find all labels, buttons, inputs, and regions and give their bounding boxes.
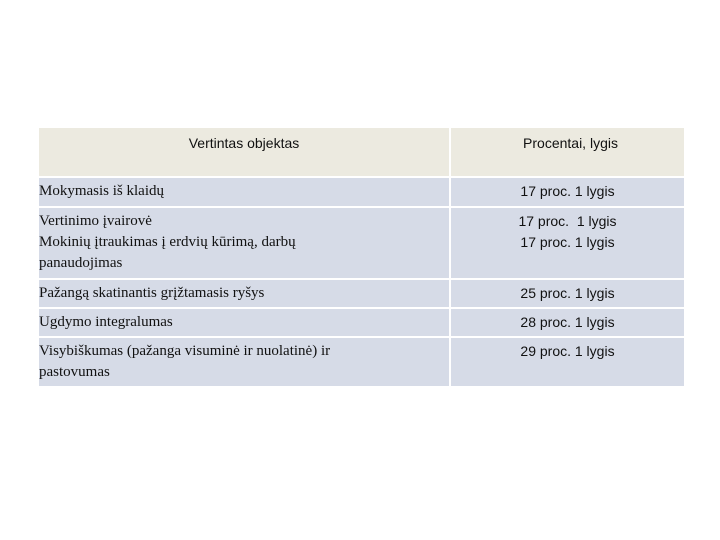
row-value <box>450 207 685 279</box>
row-label <box>38 308 450 337</box>
row-label <box>38 279 450 308</box>
row-value-line: 17 proc. 1 lygis <box>520 234 615 250</box>
table-header-row <box>38 127 685 177</box>
header-evaluated-object: Vertintas objektas <box>38 127 450 177</box>
table-row <box>38 207 685 279</box>
row-value <box>450 337 685 387</box>
table-row <box>38 337 685 387</box>
row-value <box>450 279 685 308</box>
row-label-line: Pažangą skatinantis grįžtamasis ryšys <box>39 285 265 301</box>
table-row <box>38 308 685 337</box>
row-label-line: Vertinimo įvairovė <box>39 213 152 229</box>
row-value-line: 25 proc. 1 lygis <box>520 285 615 301</box>
row-value <box>450 177 685 207</box>
row-value-line: 17 proc. 1 lygis <box>520 183 615 199</box>
row-value-line: 17 proc. 1 lygis <box>518 213 617 229</box>
row-label-line: pastovumas <box>39 364 110 380</box>
row-label-line: Mokymasis iš klaidų <box>39 183 165 199</box>
row-label <box>38 207 450 279</box>
evaluation-table <box>37 126 686 388</box>
row-label <box>38 337 450 387</box>
row-label <box>38 177 450 207</box>
row-label-line: Mokinių įtraukimas į erdvių kūrimą, darbų <box>39 234 296 250</box>
row-value-line: 28 proc. 1 lygis <box>520 314 615 330</box>
header-percent-level: Procentai, lygis <box>450 127 685 177</box>
table-row <box>38 177 685 207</box>
row-value <box>450 308 685 337</box>
row-label-line: panaudojimas <box>39 255 123 271</box>
row-label-line: Ugdymo integralumas <box>39 314 173 330</box>
row-value-line: 29 proc. 1 lygis <box>520 343 615 359</box>
row-label-line: Visybiškumas (pažanga visuminė ir nuolatinė) ir <box>39 343 331 359</box>
table-row <box>38 279 685 308</box>
